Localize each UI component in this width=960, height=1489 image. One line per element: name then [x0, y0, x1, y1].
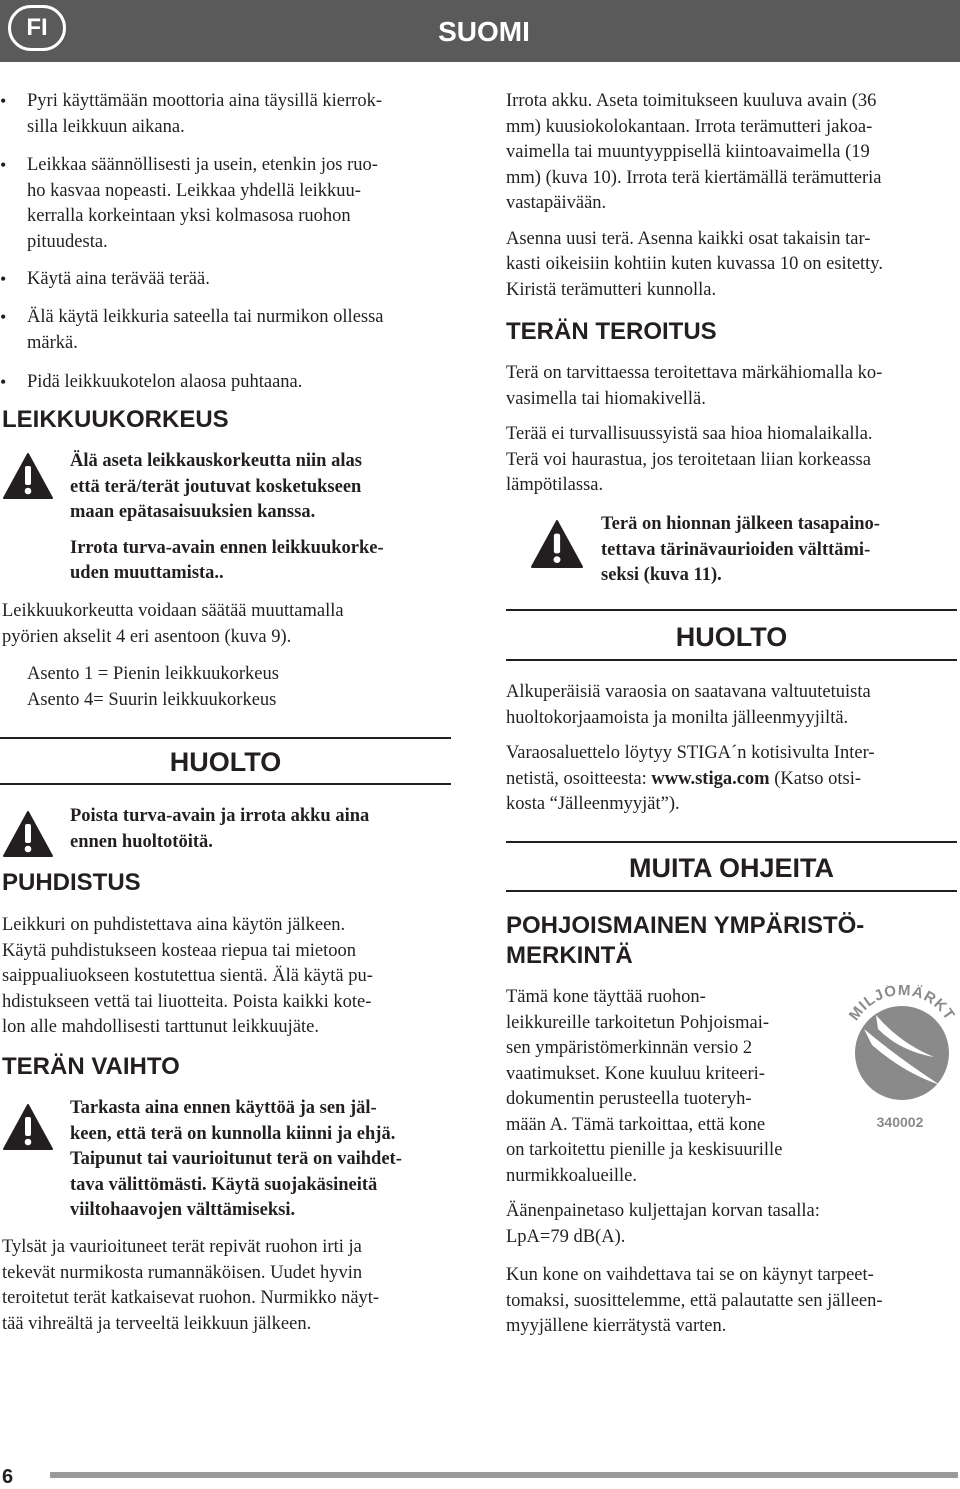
warning-triangle-icon	[2, 452, 54, 500]
body-line: Alkuperäisiä varaosia on saatavana valtuutetuista	[506, 682, 871, 702]
warning-line: että terä/terät joutuvat kosketukseen	[70, 476, 362, 497]
service-heading: HUOLTO	[675, 622, 788, 652]
bullet-icon: •	[0, 372, 7, 392]
section-rule	[0, 783, 451, 785]
body-line: Varaosaluettelo löytyy STIGA´n kotisivulta Inter-	[506, 743, 875, 763]
svg-text:340002: 340002	[876, 1114, 924, 1130]
warning-triangle-icon	[529, 519, 585, 569]
eco-label-body	[506, 985, 846, 1189]
section-rule	[0, 737, 451, 739]
body-line: Kun kone on vaihdettava tai se on käynyt tarpeet-	[506, 1265, 874, 1285]
cutting-height-heading: LEIKKUUKORKEUS	[2, 406, 229, 433]
list-item-line: kerralla korkeintaan yksi kolmasosa ruohon	[27, 206, 351, 226]
body-line: tomaksi, suosittelemme, että palautatte sen jälleen-	[506, 1290, 883, 1311]
list-item	[0, 89, 470, 143]
blade-change-steps	[506, 89, 958, 303]
body-line: Käytä puhdistukseen kosteaa riepua tai mietoon	[2, 940, 356, 961]
body-line: teroitetut terät katkaisevat ruohon. Nurmikko näyt-	[2, 1288, 380, 1308]
list-item-line: Leikkaa säännöllisesti ja usein, etenkin jos ruo-	[27, 155, 378, 175]
body-line: vaatimukset. Kone kuuluu kriteeri-	[506, 1063, 765, 1084]
body-line: LpA=79 dB(A).	[506, 1226, 626, 1247]
maintenance-warning	[70, 804, 460, 855]
warning-line: keen, että terä on kunnolla kiinni ja ehjä.	[70, 1123, 396, 1144]
warning-triangle-icon	[2, 1103, 54, 1151]
body-line: vaimella tai muuntyyppisellä kiintoavaimella (19	[506, 142, 870, 162]
body-line: Äänenpainetaso kuljettajan korvan tasalla:	[506, 1201, 820, 1221]
language-title: SUOMI	[438, 16, 530, 47]
cutting-height-warning	[70, 449, 460, 587]
warning-line: Tarkasta aina ennen käyttöä ja sen jäl-	[70, 1098, 377, 1118]
section-rule	[506, 659, 957, 661]
warning-triangle-icon	[2, 810, 54, 858]
warning-line: uden muuttamista..	[70, 563, 224, 583]
body-text: netistä, osoitteesta:	[506, 768, 652, 789]
body-line: Leikkuri on puhdistettava aina käytön jälkeen.	[2, 915, 346, 935]
website-link[interactable]: www.stiga.com	[651, 768, 770, 789]
language-badge: FI	[8, 5, 66, 51]
sharpening-body	[506, 361, 958, 499]
blade-change-heading: TERÄN VAIHTO	[2, 1053, 180, 1080]
cutting-height-body	[2, 599, 462, 650]
bullet-icon: •	[0, 307, 7, 327]
body-line: saippualiuokseen kostutettua sientä. Älä käytä pu-	[2, 966, 373, 986]
body-line: mään A. Tämä tarkoittaa, että kone	[506, 1114, 766, 1135]
position-line: Asento 1 = Pienin leikkuukorkeus	[27, 664, 279, 684]
warning-line: Taipunut tai vaurioitunut terä on vaihdet-	[70, 1149, 402, 1169]
body-line: Kiristä terämutteri kunnolla.	[506, 279, 717, 300]
body-line: lämpötilassa.	[506, 475, 604, 495]
body-line	[506, 767, 958, 793]
bullet-icon: •	[0, 155, 7, 175]
list-item-line: märkä.	[27, 332, 78, 353]
swan-eco-label-icon	[842, 985, 960, 1140]
warning-line: maan epätasaisuuksien kanssa.	[70, 502, 316, 522]
warning-line: tava välittömästi. Käytä suojakäsineitä	[70, 1174, 378, 1195]
warning-line: Poista turva-avain ja irrota akku aina	[70, 806, 370, 826]
list-item	[0, 370, 470, 396]
service-body	[506, 680, 958, 818]
noise-level	[506, 1199, 958, 1250]
list-item-line: Pyri käyttämään moottoria aina täysillä kierrok-	[27, 91, 382, 111]
body-line: Terä on tarvittaessa teroitettava märkähiomalla ko-	[506, 363, 883, 383]
body-line: mm) (kuva 10). Irrota terä kiertämällä terämutteria	[506, 167, 882, 188]
body-text: (Katso otsi-	[769, 768, 862, 789]
bullet-icon: •	[0, 269, 7, 289]
body-line: leikkureille tarkoitetun Pohjoismai-	[506, 1012, 770, 1033]
body-line: tekevät nurmikosta rumannäköisen. Uudet hyvin	[2, 1262, 363, 1283]
list-item-line: silla leikkuun aikana.	[27, 116, 185, 137]
svg-text:MILJÖMÄRKT: MILJÖMÄRKT	[845, 985, 959, 1024]
body-line: lon alle mahdollisesti tarttunut leikkuujäte.	[2, 1017, 320, 1037]
body-line: mm) kuusiokolokantaan. Irrota terämutteri jakoa-	[506, 116, 873, 137]
body-line: Leikkuukorkeutta voidaan säätää muuttamalla	[2, 601, 344, 621]
body-line: hdistukseen vettä tai liuotteita. Poista kaikki kote-	[2, 991, 372, 1012]
section-rule	[506, 890, 957, 892]
list-item	[0, 267, 470, 293]
body-line: vastapäivään.	[506, 193, 607, 213]
body-line: Irrota akku. Aseta toimitukseen kuuluva avain (36	[506, 91, 877, 111]
other-instructions-heading: MUITA OHJEITA	[629, 853, 834, 883]
blade-change-body	[2, 1235, 462, 1337]
body-line: Asenna uusi terä. Asenna kaikki osat takaisin tar-	[506, 228, 871, 249]
heading-line: MERKINTÄ	[506, 942, 633, 969]
list-item-line: Pidä leikkuukotelon alaosa puhtaana.	[27, 372, 303, 392]
body-line: dokumentin perusteella tuoteryh-	[506, 1089, 752, 1109]
maintenance-heading: HUOLTO	[169, 747, 282, 777]
warning-line: Älä aseta leikkauskorkeutta niin alas	[70, 451, 362, 471]
body-line: tää vihreältä ja terveeltä leikkuun jälkeen.	[2, 1313, 312, 1334]
list-item-line: pituudesta.	[27, 231, 108, 252]
section-rule	[506, 609, 957, 611]
bullet-icon: •	[0, 91, 7, 111]
footer-rule	[50, 1472, 958, 1478]
cleaning-heading: PUHDISTUS	[2, 869, 141, 896]
body-line: kasti oikeisiin kohtiin kuten kuvassa 10 on esitetty.	[506, 254, 883, 274]
body-line: Terä voi haurastua, jos teroitetaan liian korkeassa	[506, 449, 871, 470]
eco-label-heading	[506, 911, 958, 971]
body-line: Tylsät ja vaurioituneet terät repivät ruohon irti ja	[2, 1237, 362, 1257]
body-line: huoltokorjaamoista ja monilta jälleenmyyjiltä.	[506, 707, 849, 728]
recycling-note	[506, 1263, 958, 1340]
list-item-line: ho kasvaa nopeasti. Leikkaa yhdellä leikkuu-	[27, 180, 361, 201]
body-line: kosta “Jälleenmyyjät”).	[506, 794, 680, 814]
warning-line: Irrota turva-avain ennen leikkuukorke-	[70, 537, 384, 558]
sharpening-heading: TERÄN TEROITUS	[506, 318, 717, 345]
heading-line: POHJOISMAINEN YMPÄRISTÖ-	[506, 912, 865, 939]
body-line: vasimella tai hiomakivellä.	[506, 388, 706, 409]
warning-line: seksi (kuva 11).	[601, 565, 722, 585]
section-rule	[506, 841, 957, 843]
body-line: Terää ei turvallisuussyistä saa hioa hiomalaikalla.	[506, 424, 873, 444]
body-line: Tämä kone täyttää ruohon-	[506, 987, 706, 1007]
warning-line: viiltohaavojen välttämiseksi.	[70, 1200, 296, 1220]
list-item-line: Käytä aina terävää terää.	[27, 269, 210, 289]
body-line: pyörien akselit 4 eri asentoon (kuva 9).	[2, 626, 292, 647]
body-line: nurmikkoalueille.	[506, 1165, 638, 1186]
tips-list	[0, 89, 470, 396]
warning-line: Terä on hionnan jälkeen tasapaino-	[601, 514, 880, 534]
sharpening-warning	[601, 512, 958, 589]
body-line: on tarkoitettu pienille ja keskisuurille	[506, 1140, 783, 1160]
list-item	[0, 305, 470, 357]
cutting-height-positions	[27, 662, 457, 713]
warning-line: ennen huoltotöitä.	[70, 831, 213, 852]
body-line: myyjällene kierrätystä varten.	[506, 1316, 727, 1336]
warning-line: tettava tärinävaurioiden välttämi-	[601, 539, 871, 560]
body-line: sen ympäristömerkinnän versio 2	[506, 1038, 753, 1058]
position-line: Asento 4= Suurin leikkuukorkeus	[27, 689, 277, 710]
page-number: 6	[2, 1466, 14, 1488]
list-item-line: Älä käytä leikkuria sateella tai nurmikon ollessa	[27, 307, 384, 327]
blade-change-warning	[70, 1096, 462, 1224]
list-item	[0, 153, 470, 257]
cleaning-body	[2, 913, 462, 1041]
